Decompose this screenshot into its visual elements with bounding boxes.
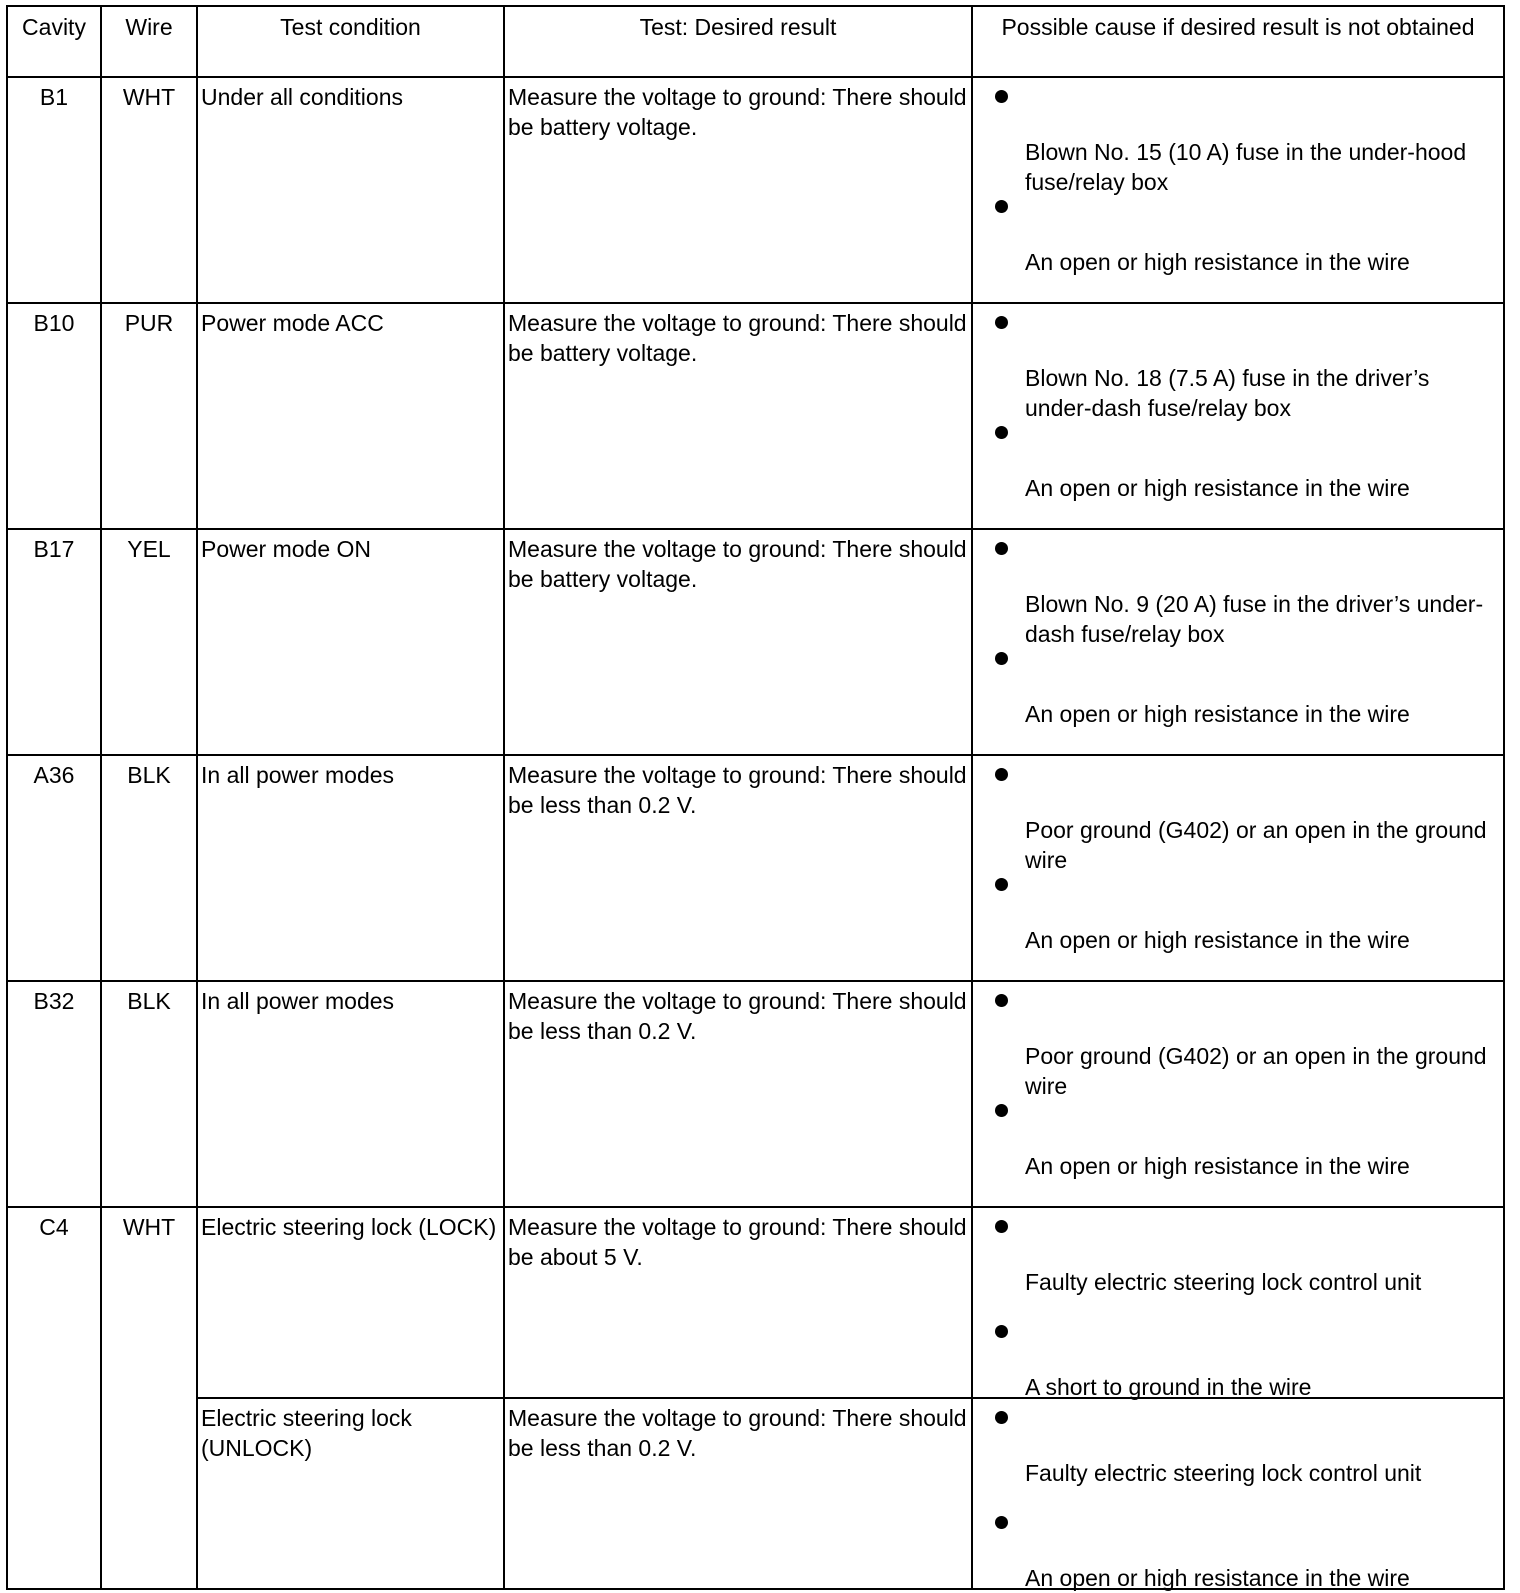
cause-text: An open or high resistance in the wire [1025,1153,1410,1179]
wire-cell: BLK [101,755,197,981]
bullet-icon [995,542,1008,555]
condition-cell: In all power modes [197,981,504,1207]
cause-item [973,192,1503,302]
cause-text: Blown No. 9 (20 A) fuse in the driver’s under-dash fuse/relay box [1025,591,1484,647]
wire-cell: YEL [101,529,197,755]
bullet-icon [995,768,1008,781]
header-wire: Wire [101,6,197,77]
cause-cell [972,303,1504,529]
condition-cell: Under all conditions [197,77,504,303]
cause-item [973,870,1503,980]
bullet-icon [995,200,1008,213]
wire-cell: PUR [101,303,197,529]
cause-text: An open or high resistance in the wire [1025,475,1410,501]
cause-cell [972,981,1504,1207]
cause-cell [972,529,1504,755]
result-cell: Measure the voltage to ground: There should be less than 0.2 V. [504,1398,972,1589]
table-row [7,981,1504,1207]
bullet-icon [995,1104,1008,1117]
cavity-cell: C4 [7,1207,101,1589]
cause-item [973,418,1503,528]
table-row [7,529,1504,755]
cause-item [973,1212,1503,1317]
result-cell: Measure the voltage to ground: There should be less than 0.2 V. [504,981,972,1207]
condition-cell: Power mode ACC [197,303,504,529]
cause-cell [972,1207,1504,1398]
cause-item [973,534,1503,647]
cause-item [973,1096,1503,1206]
table-row [7,1398,1504,1589]
bullet-icon [995,878,1008,891]
header-result: Test: Desired result [504,6,972,77]
condition-cell: Power mode ON [197,529,504,755]
table-row [7,77,1504,303]
bullet-icon [995,652,1008,665]
bullet-icon [995,1516,1008,1529]
result-cell: Measure the voltage to ground: There should be battery voltage. [504,303,972,529]
cause-text: An open or high resistance in the wire [1025,1565,1410,1591]
cause-text: An open or high resistance in the wire [1025,927,1410,953]
cause-text: An open or high resistance in the wire [1025,249,1410,275]
condition-cell: Electric steering lock (UNLOCK) [197,1398,504,1589]
cause-cell [972,1398,1504,1589]
result-cell: Measure the voltage to ground: There should be battery voltage. [504,77,972,303]
cause-item [973,1317,1503,1400]
header-condition: Test condition [197,6,504,77]
cavity-cell: B1 [7,77,101,303]
cavity-cell: B17 [7,529,101,755]
condition-cell: In all power modes [197,755,504,981]
table-row [7,1207,1504,1398]
cavity-cell: B10 [7,303,101,529]
cause-text: Poor ground (G402) or an open in the ground wire [1025,817,1487,873]
cause-item [973,986,1503,1099]
header-cause: Possible cause if desired result is not obtained [972,6,1504,77]
result-cell: Measure the voltage to ground: There should be battery voltage. [504,529,972,755]
cause-text: Faulty electric steering lock control unit [1025,1269,1422,1295]
cause-text: Faulty electric steering lock control unit [1025,1460,1422,1486]
table-row [7,303,1504,529]
wire-cell: WHT [101,77,197,303]
bullet-icon [995,1325,1008,1338]
table-row [7,755,1504,981]
wire-cell: WHT [101,1207,197,1589]
cause-text: Blown No. 15 (10 A) fuse in the under-hood fuse/relay box [1025,139,1467,195]
cause-text: Blown No. 18 (7.5 A) fuse in the driver’s under-dash fuse/relay box [1025,365,1430,421]
cavity-cell: B32 [7,981,101,1207]
cause-item [973,760,1503,873]
diagnostic-table [6,5,1505,1590]
bullet-icon [995,1411,1008,1424]
bullet-icon [995,90,1008,103]
cause-item [973,1403,1503,1508]
bullet-icon [995,1220,1008,1233]
condition-cell: Electric steering lock (LOCK) [197,1207,504,1398]
cause-text: A short to ground in the wire [1025,1374,1312,1400]
cause-item [973,82,1503,195]
cause-text: An open or high resistance in the wire [1025,701,1410,727]
cause-item [973,1508,1503,1591]
header-cavity: Cavity [7,6,101,77]
header-row [7,6,1504,77]
cavity-cell: A36 [7,755,101,981]
result-cell: Measure the voltage to ground: There should be about 5 V. [504,1207,972,1398]
bullet-icon [995,994,1008,1007]
bullet-icon [995,316,1008,329]
cause-item [973,644,1503,754]
wire-cell: BLK [101,981,197,1207]
result-cell: Measure the voltage to ground: There should be less than 0.2 V. [504,755,972,981]
cause-cell [972,755,1504,981]
cause-item [973,308,1503,421]
cause-cell [972,77,1504,303]
cause-text: Poor ground (G402) or an open in the ground wire [1025,1043,1487,1099]
bullet-icon [995,426,1008,439]
